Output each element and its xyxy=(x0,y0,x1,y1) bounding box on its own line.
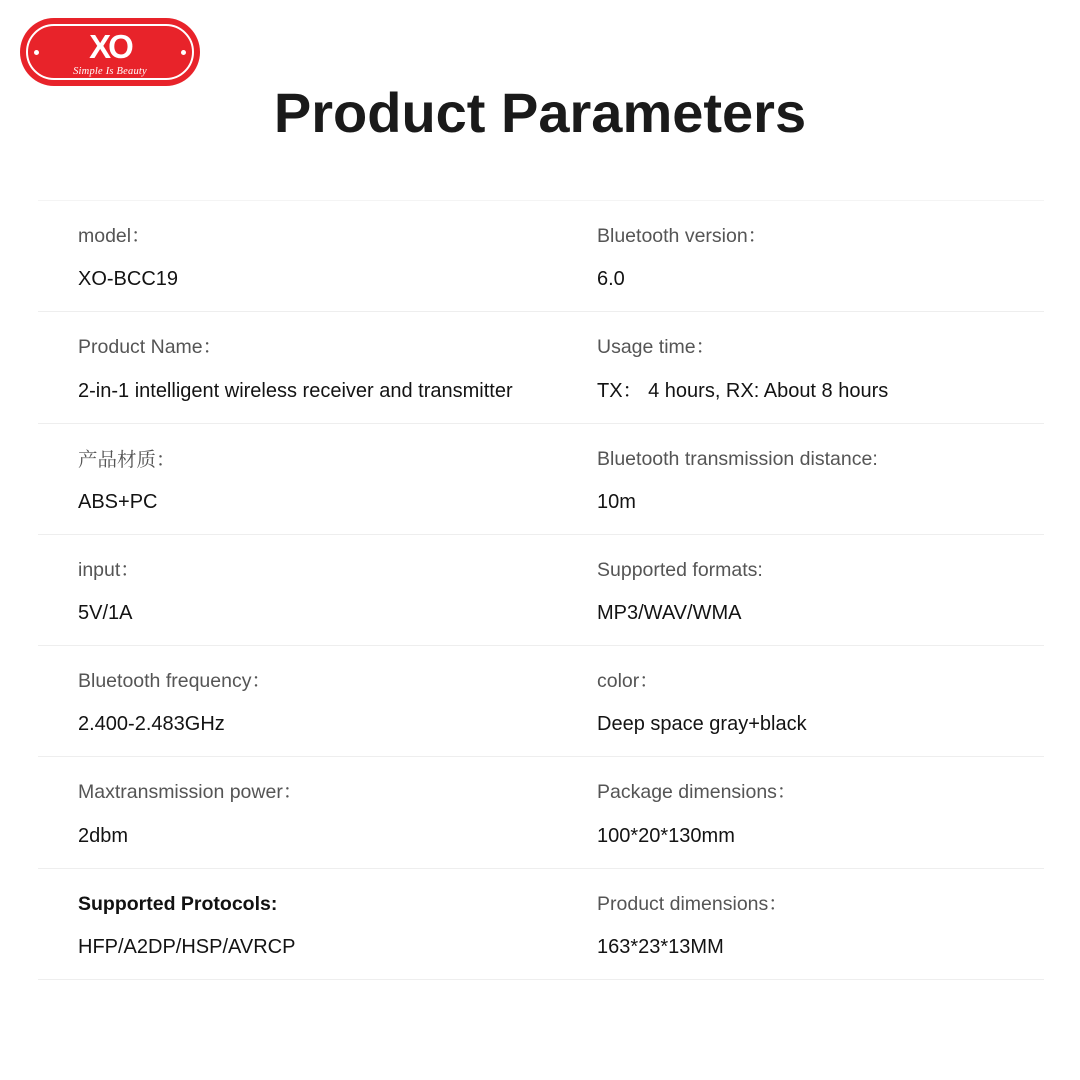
spec-label: Bluetooth transmission distance: xyxy=(597,447,878,470)
spec-value: 2.400-2.483GHz xyxy=(78,713,225,736)
spec-label: Package dimensions： xyxy=(597,781,797,804)
logo-dot-right-icon xyxy=(181,50,186,55)
logo-dot-left-icon xyxy=(34,50,39,55)
spec-label: input： xyxy=(78,558,140,581)
spec-cell-left xyxy=(38,312,541,422)
spec-cell-right xyxy=(541,646,1044,756)
spec-cell-right xyxy=(541,424,1044,534)
spec-label: Usage time： xyxy=(597,336,716,359)
spec-label: 产品材质： xyxy=(78,447,176,471)
spec-value: TX： 4 hours, RX: About 8 hours xyxy=(597,379,889,402)
table-row xyxy=(38,757,1044,868)
spec-label: Product dimensions： xyxy=(597,892,788,915)
spec-value: Deep space gray+black xyxy=(597,713,807,736)
spec-cell-left xyxy=(38,869,541,979)
brand-logo xyxy=(20,18,200,86)
spec-label: Supported formats: xyxy=(597,558,763,581)
spec-cell-right xyxy=(541,869,1044,979)
table-row xyxy=(38,535,1044,646)
spec-value: ABS+PC xyxy=(78,490,158,513)
spec-value: 100*20*130mm xyxy=(597,824,735,847)
spec-value: HFP/A2DP/HSP/AVRCP xyxy=(78,936,296,959)
spec-label: Product Name： xyxy=(78,336,223,359)
spec-label: Bluetooth frequency： xyxy=(78,670,271,693)
spec-cell-left xyxy=(38,535,541,645)
logo-tagline: Simple Is Beauty xyxy=(73,65,147,77)
table-row xyxy=(38,200,1044,312)
spec-cell-right xyxy=(541,312,1044,422)
spec-cell-left xyxy=(38,646,541,756)
table-row xyxy=(38,312,1044,423)
table-row xyxy=(38,424,1044,535)
spec-label: model： xyxy=(78,225,151,247)
spec-label: Supported Protocols: xyxy=(78,892,278,915)
spec-cell-left xyxy=(38,201,541,311)
spec-value: 5V/1A xyxy=(78,602,133,625)
spec-value: 2dbm xyxy=(78,824,129,847)
specifications-table xyxy=(38,200,1044,980)
spec-label: Bluetooth version： xyxy=(597,225,768,247)
spec-value: 6.0 xyxy=(597,268,625,291)
spec-cell-right xyxy=(541,535,1044,645)
spec-label: Maxtransmission power： xyxy=(78,781,303,804)
spec-cell-left xyxy=(38,424,541,534)
spec-label: color： xyxy=(597,670,659,693)
spec-cell-right xyxy=(541,757,1044,867)
page-title: Product Parameters xyxy=(273,81,807,144)
spec-value: 163*23*13MM xyxy=(597,936,724,959)
logo-badge xyxy=(20,18,200,86)
logo-wordmark: XO xyxy=(89,27,131,65)
spec-value: MP3/WAV/WMA xyxy=(597,602,742,625)
spec-value: 10m xyxy=(597,490,636,513)
table-row xyxy=(38,646,1044,757)
spec-value: XO-BCC19 xyxy=(78,268,179,291)
spec-value: 2-in-1 intelligent wireless receiver and transmitter xyxy=(78,379,513,402)
spec-cell-left xyxy=(38,757,541,867)
table-row xyxy=(38,869,1044,980)
spec-cell-right xyxy=(541,201,1044,311)
